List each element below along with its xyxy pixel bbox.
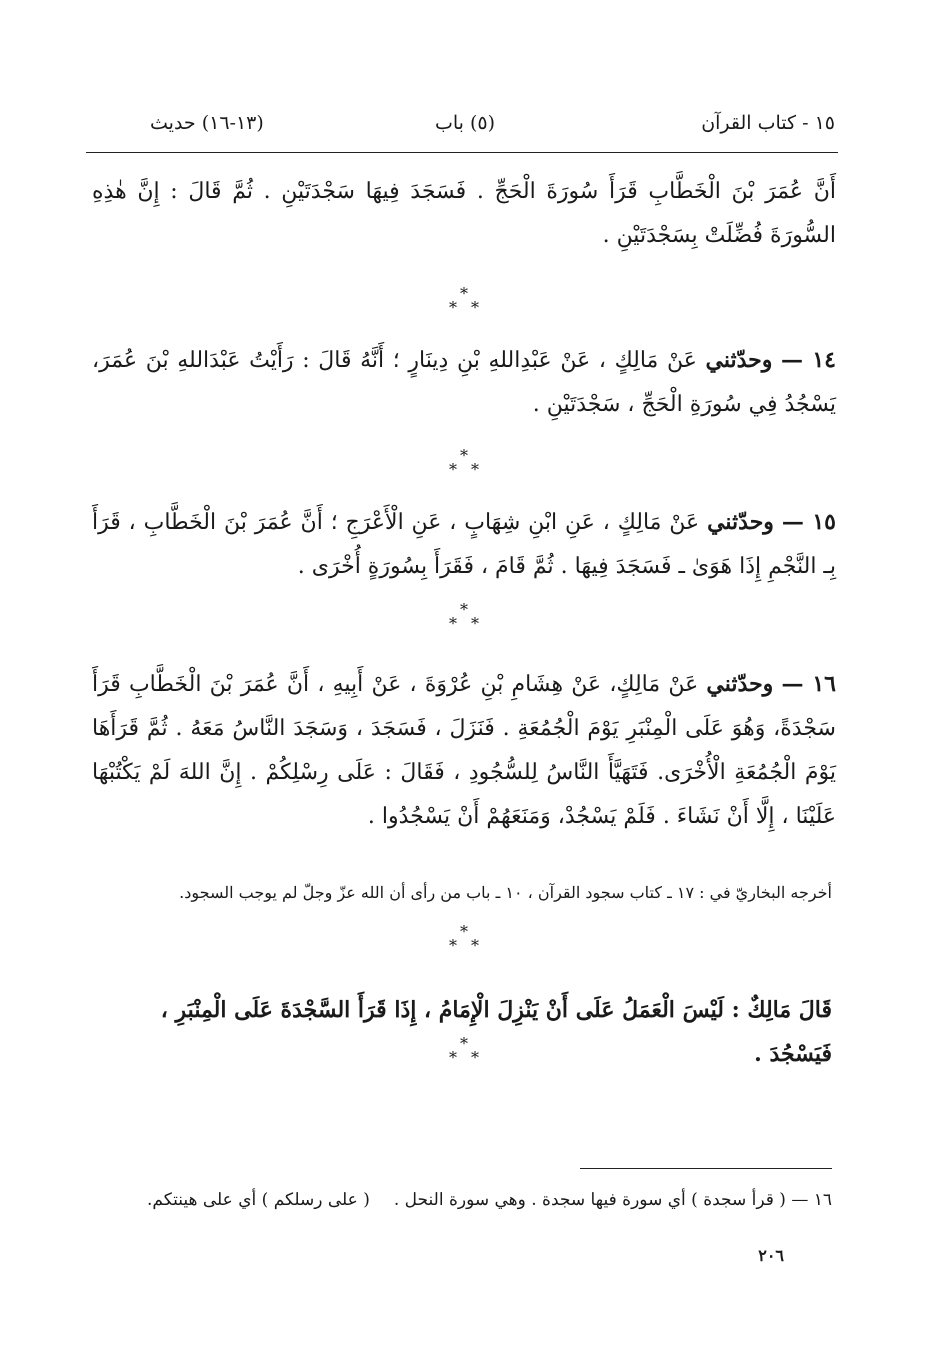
running-header (90, 112, 835, 146)
hadith-16 (92, 662, 836, 839)
hadith-text: عَنْ مَالِكٍ، عَنْ هِشَامِ بْنِ عُرْوَةَ ، عَنْ أَبِيهِ ، أَنَّ عُمَرَ بْنَ الْخَطَّابِ قَرَأَ سَجْدَةً، وَهُوَ عَلَى الْمِنْبَرِ يَوْمَ الْجُمُعَةِ . فَنَزَلَ ، فَسَجَدَ ، وَسَجَدَ النَّاسُ مَعَهُ . ثُمَّ قَرَأَهَا يَوْمَ الْجُمُعَةِ الْأُخْرَى. فَتَهَيَّأَ النَّاسُ لِلسُّجُودِ ، فَقَالَ : عَلَى رِسْلِكُمْ . إِنَّ اللهَ لَمْ يَكْتُبْهَا عَلَيْنَا ، إِلَّا أَنْ نَشَاءَ . فَلَمْ يَسْجُدْ، وَمَنَعَهُمْ أَنْ يَسْجُدُوا . (92, 672, 836, 829)
hadith-15 (92, 500, 836, 589)
hadith-number: ١٤ — (781, 347, 836, 373)
narration-word: وحدّثني (706, 671, 774, 697)
hadith-text: عَنْ مَالِكٍ ، عَنِ ابْنِ شِهَابٍ ، عَنِ الْأَعْرَجِ ؛ أَنَّ عُمَرَ بْنَ الْخَطَّابِ ، قَرَأَ بِـ النَّجْمِ إِذَا هَوَىٰ ـ فَسَجَدَ فِيهَا . ثُمَّ قَامَ ، فَقَرَأَ بِسُورَةٍ أُخْرَى . (92, 510, 836, 579)
footnote (92, 1184, 832, 1216)
footnote-part-2: ( على رسلكم ) أي على هينتكم. (147, 1190, 370, 1210)
hadith-14 (92, 338, 836, 427)
footnote-rule (580, 1168, 832, 1169)
malik-statement: قَالَ مَالِكٌ : لَيْسَ الْعَمَلُ عَلَى أَنْ يَنْزِلَ الْإِمَامُ ، إِذَا قَرَأَ السَّجْدَةَ عَلَى الْمِنْبَرِ ، فَيَسْجُدَ . (160, 997, 832, 1067)
narration-word: وحدّثني (705, 347, 773, 373)
separator-stars: * * * (449, 446, 479, 479)
header-bab: (٥) باب (434, 112, 495, 134)
separator-stars: * * * (449, 600, 479, 633)
hadith-13-continuation: أَنَّ عُمَرَ بْنَ الْخَطَّابِ قَرَأَ سُورَةَ الْحَجِّ . فَسَجَدَ فِيهَا سَجْدَتَيْنِ . ثُمَّ قَالَ : إِنَّ هٰذِهِ السُّورَةَ فُضِّلَتْ بِسَجْدَتَيْنِ . (92, 179, 836, 248)
hadith-number: ١٥ — (781, 509, 836, 535)
hadith-text: عَنْ مَالِكٍ ، عَنْ عَبْدِاللهِ بْنِ دِينَارٍ ؛ أَنَّهُ قَالَ : رَأَيْتُ عَبْدَاللهِ بْنَ عُمَرَ، يَسْجُدُ فِي سُورَةِ الْحَجِّ ، سَجْدَتَيْنِ . (92, 348, 836, 417)
narration-word: وحدّثني (707, 509, 774, 535)
page-number: ٢٠٦ (758, 1246, 784, 1265)
separator-stars: * * * (449, 922, 479, 955)
takhrij-note: أخرجه البخاريّ في : ١٧ ـ كتاب سجود القرآن ، ١٠ ـ باب من رأى أن الله عزّ وجلّ لم يوجب السجود. (179, 883, 832, 902)
hadith-number: ١٦ — (781, 671, 836, 697)
header-rule (86, 152, 838, 153)
footnote-part-1: ١٦ — ( قرأ سجدة ) أي سورة فيها سجدة . وهي سورة النحل . (393, 1190, 832, 1210)
header-hadith-range: (١٣-١٦) حديث (150, 112, 264, 134)
separator-stars: * * * (449, 1034, 479, 1067)
separator-stars: * * * (449, 284, 479, 317)
header-chapter: ١٥ - كتاب القرآن (701, 112, 835, 134)
